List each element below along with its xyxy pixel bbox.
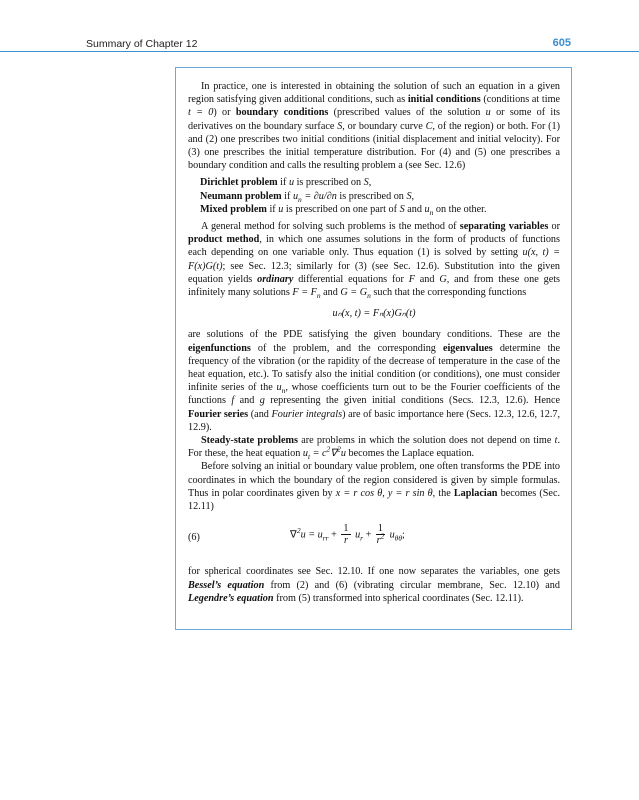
- equation-6-label: (6): [188, 532, 200, 544]
- page-header: [0, 0, 639, 60]
- paragraph-separation: A general method for solving such problems is the method of separating variables or product method, in which one assumes solutions in the form of products of functions each depending on one variable only. Thus equation (1) is solved by setting u(x, t) = F(x)G(t); see Sec. 12.3; similarly for (3) (see Sec. 12.6). Substitution into the given equation yields ordinary differential equations for F and G, and from these one gets infinitely many solutions $F = F_n$ and $G = G_n$ such that the corresponding functions: [188, 221, 561, 301]
- paragraph-conditions: In practice, one is interested in obtaining the solution of such an equation in a given region satisfying given additional conditions, such as initial conditions (conditions at time t = 0) or boundary conditions (prescribed values of the solution u or some of its derivatives on the boundary surface S, or boundary curve C, of the region) or both. For (1) and (2) one prescribes two initial conditions (initial displacement and initial velocity). For (3) one prescribes the initial temperature distribution. For (4) and (5) one prescribes a boundary condition and calls the resulting problem a (see Sec. 12.6): [188, 81, 561, 172]
- paragraph-spherical: for spherical coordinates see Sec. 12.10. If one now separates the variables, one gets Bessel’s equation from (2) and (6) (vibrating circular membrane, Sec. 12.10) and Legendre’s equation from (5) transformed into spherical coordinates (Sec. 12.11).: [188, 566, 560, 604]
- problem-definitions: [200, 176, 560, 216]
- summary-content: [188, 80, 560, 605]
- paragraph-steady-state: Steady-state problems are problems in which the solution does not depend on time t. For these, the heat equation $u_t = c^2\nabla^2u$ becomes the Laplace equation.: [188, 435, 561, 462]
- mixed-definition: Mixed problem if u is prescribed on one part of S and $u_n$ on the other.: [200, 203, 487, 217]
- header-rule: [0, 51, 639, 52]
- neumann-definition: Neumann problem if $u_n = \partial u/\partial n$ is prescribed on S,: [200, 190, 415, 204]
- page-number: 605: [552, 37, 571, 49]
- dirichlet-definition: Dirichlet problem if u is prescribed on S,: [200, 177, 372, 189]
- paragraph-eigenfunctions: are solutions of the PDE satisfying the given boundary conditions. These are the eigenfunctions of the problem, and the corresponding eigenvalues determine the frequency of the vibration (or the rapidity of the decrease of temperature in the case of the heat equation, etc.). To satisfy also the initial condition (or conditions), one must consider infinite series of the $u_n$, whose coefficients turn out to be the Fourier coefficients of the functions f and g representing the given initial conditions (Secs. 12.3, 12.6). Hence Fourier series (and Fourier integrals) are of basic importance here (Secs. 12.3, 12.6, 12.7, 12.9).: [188, 329, 561, 433]
- running-head: Summary of Chapter 12: [86, 38, 198, 50]
- equation-6-body: $\nabla^2u = u_{rr}$ + $\frac{1}{r}$ $u_r$ + $\frac{1}{r^2}$ $u_{\theta\theta}$;: [290, 523, 405, 547]
- paragraph-coordinates: Before solving an initial or boundary value problem, one often transforms the PDE into coordinates in which the boundary of the region considered is given by simple formulas. Thus in polar coordinates given by x = r cos θ, y = r sin θ, the Laplacian becomes (Sec. 12.11): [188, 461, 561, 513]
- equation-6: [188, 523, 560, 553]
- display-equation: uₙ(x, t) = Fₙ(x)Gₙ(t): [332, 308, 416, 320]
